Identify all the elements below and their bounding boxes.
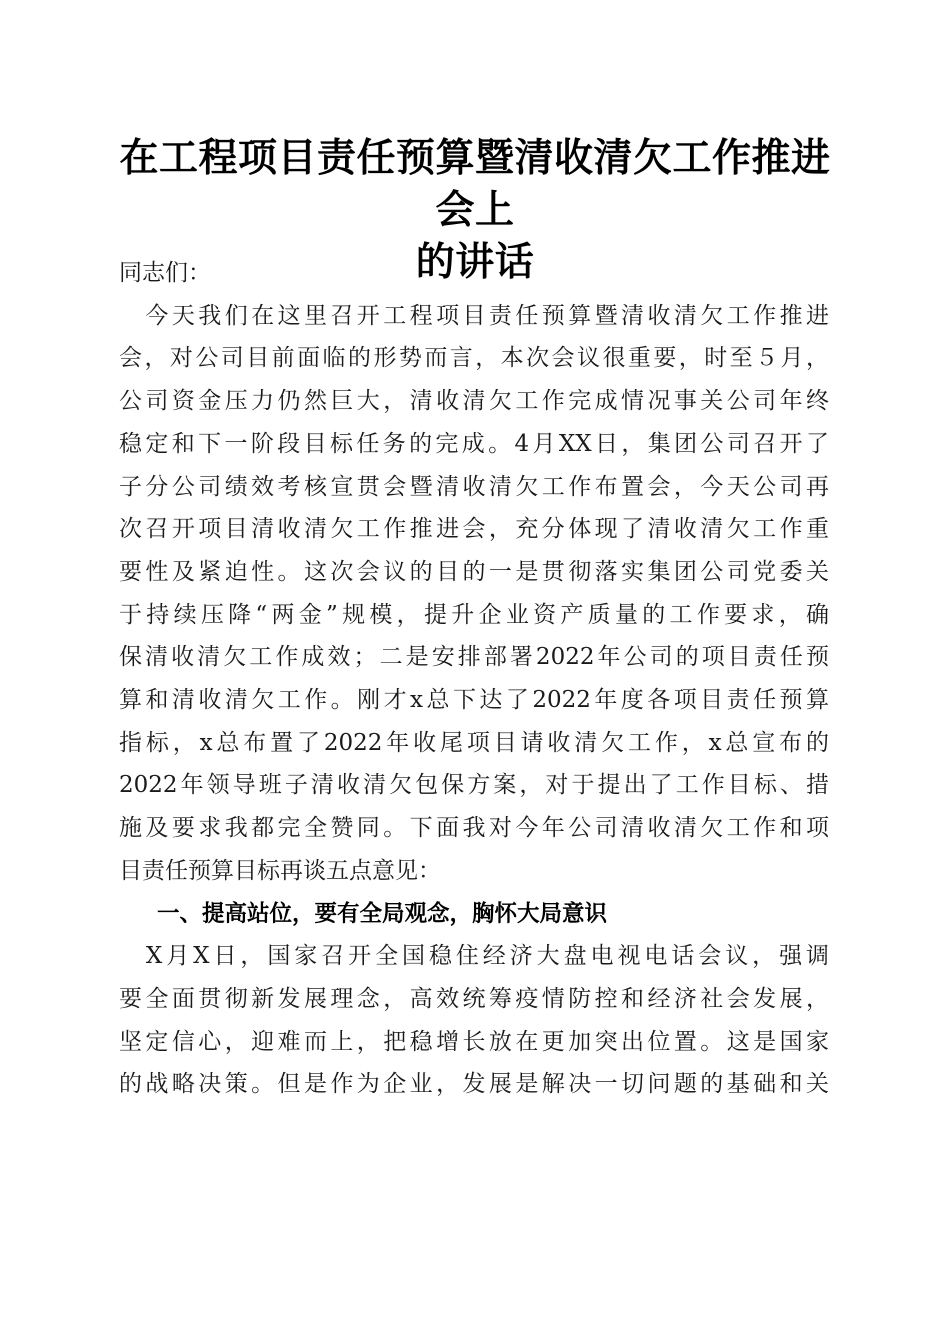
title-line-1: 在工程项目责任预算暨清收清欠工作推进会上: [119, 135, 831, 233]
paragraph-1-line: 算和清收清欠工作。刚才x总下达了2022年度各项目责任预算: [119, 687, 829, 714]
paragraph-2-line: X月X日，国家召开全国稳住经济大盘电视电话会议，强调: [119, 943, 829, 970]
paragraph-1-line: 稳定和下一阶段目标任务的完成。4月XX日，集团公司召开了: [119, 430, 829, 457]
paragraph-1-line: 次召开项目清收清欠工作推进会，充分体现了清收清欠工作重: [119, 516, 829, 543]
paragraph-1-line: 保清收清欠工作成效；二是安排部署2022年公司的项目责任预: [119, 644, 829, 671]
paragraph-1-line: 2022年领导班子清收清欠包保方案，对于提出了工作目标、措: [119, 772, 829, 799]
title-line-2: 的讲话: [415, 239, 535, 285]
paragraph-1-line: 要性及紧迫性。这次会议的目的一是贯彻落实集团公司党委关: [119, 558, 829, 585]
paragraph-1-line: 施及要求我都完全赞同。下面我对今年公司清收清欠工作和项: [119, 815, 829, 842]
paragraph-2-line: 的战略决策。但是作为企业，发展是解决一切问题的基础和关: [119, 1071, 829, 1098]
section-1-heading: 一、提高站位，要有全局观念，胸怀大局意识: [157, 900, 608, 927]
paragraph-1-line: 今天我们在这里召开工程项目责任预算暨清收清欠工作推进: [119, 302, 829, 329]
paragraph-1-line: 子分公司绩效考核宣贯会暨清收清欠工作布置会，今天公司再: [119, 473, 829, 500]
paragraph-1-line: 于持续压降“两金”规模，提升企业资产质量的工作要求，确: [119, 601, 829, 628]
paragraph-1-line: 公司资金压力仍然巨大，清收清欠工作完成情况事关公司年终: [119, 388, 829, 415]
paragraph-2-line: 要全面贯彻新发展理念，高效统筹疫情防控和经济社会发展，: [119, 985, 829, 1012]
paragraph-1-line: 指标，x总布置了2022年收尾项目请收清欠工作，x总宣布的: [119, 729, 829, 756]
document-body: [119, 252, 829, 1106]
paragraph-2-line: 坚定信心，迎难而上，把稳增长放在更加突出位置。这是国家: [119, 1028, 829, 1055]
salutation: 同志们：: [119, 260, 211, 286]
paragraph-1-line: 会，对公司目前面临的形势而言，本次会议很重要，时至５月，: [119, 345, 829, 372]
paragraph-1-line: 目责任预算目标再谈五点意见：: [119, 857, 441, 884]
